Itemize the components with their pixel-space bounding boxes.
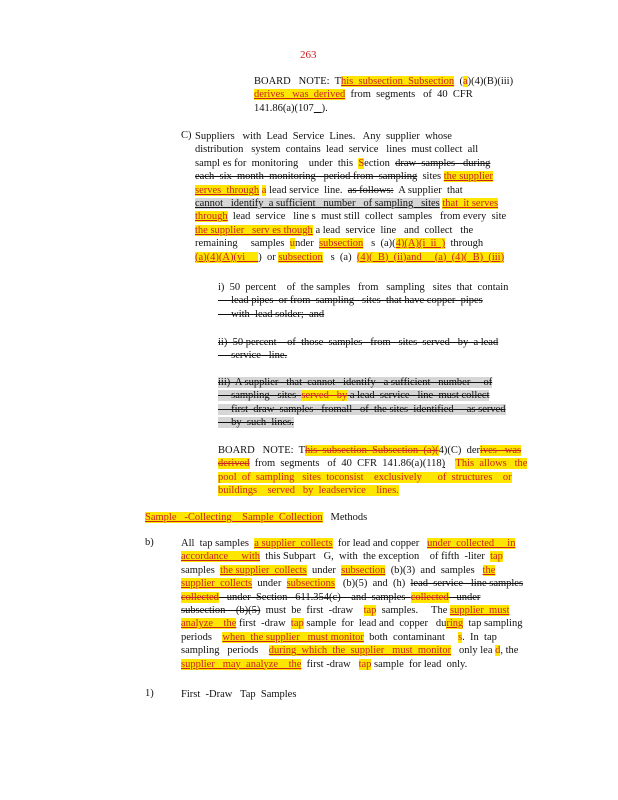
text-run: the [482,564,496,576]
para-c-line [195,224,506,237]
text-run: nder [295,238,319,250]
text-run: under [306,564,342,576]
text-run: both contaminant [363,631,459,643]
text-run: samples. The [376,604,450,616]
board-note-2-line [218,471,527,484]
text-run: sample for lead only. [371,658,476,670]
page-number: 263 [300,49,317,61]
text-run: collected [181,591,219,603]
item-iii [218,376,506,430]
text-run: supplier may analyze the [181,658,302,670]
text-run: as follows: [347,184,394,196]
para-1-line [181,564,523,577]
text-run: S [358,157,365,169]
para-c-line [195,130,506,143]
item-iii-line [218,389,506,402]
board-note-1-line [254,88,513,101]
text-run: his subsection Subsection [341,76,455,87]
item-i-line [218,281,508,294]
text-run: sites [417,171,444,183]
text-run: pool of sampling sites toconsist exclusively of structures or [218,471,512,483]
text-run: that it serves [442,197,499,209]
text-run: BOARD NOTE: T [218,445,306,456]
text-run: supplier must [449,604,510,616]
text-run: through [195,211,228,223]
text-run: service line. [218,350,288,362]
text-run: supplier collects [181,578,253,590]
text-run: each six month monitoring period from sampling [195,171,418,183]
text-run: serves through [195,184,260,196]
text-run: subsection [318,238,364,250]
para-1-body [181,537,523,671]
text-run: ) or [258,251,279,263]
text-run: Sample -Collecting Sample Collection [145,512,323,523]
text-run: s [458,631,463,643]
para-c-line [195,170,506,183]
text-run: draw samples during [395,157,491,169]
text-run: First -Draw Tap Samples [181,689,297,700]
text-run: his subsection Subsection (a)( [305,445,439,456]
text-run: ection [364,157,396,169]
text-run: sampling sites [218,390,302,402]
para-1-line [181,591,523,604]
text-run: distribution system contains lead service lines must collect all [195,144,479,156]
text-run: Suppliers with Lead Service Lines. Any supplier whose [195,131,452,142]
text-run: )(4)(B)(iii) [467,76,514,87]
text-run: subsection (b)(5) [181,604,261,616]
text-run: the supplier serv es though [195,224,313,236]
text-run: u [289,238,296,250]
para-c-body [195,130,506,264]
text-run: i) 50 percent of the samples from sampling sites that contain [218,282,509,293]
text-run: under collected in [427,538,516,549]
board-note-1-line [254,102,513,115]
text-run: subsections [286,578,335,590]
para-c-label: C) [181,130,192,141]
text-run: ( [454,76,463,87]
text-run: this Subpart G, with the exception of fifth -liter [260,551,491,563]
text-run: the supplier collects [220,564,307,576]
text-run: through [445,238,484,250]
text-run: a [462,76,468,87]
text-run: tap sampling [463,618,523,630]
text-run: from segments of 40 CFR 141.86(a)(118 [249,458,442,470]
text-run: tap [290,618,304,630]
text-run: a lead service line must collect [347,390,490,402]
text-run: must be first -draw [260,604,364,616]
para-c-line [195,251,506,264]
text-run: during which the supplier must monitor [268,645,452,657]
para-2-body [181,688,296,701]
section-b-line [145,511,367,524]
text-run: tap [490,551,503,563]
para-1-line [181,617,523,630]
para-c-line [195,197,506,210]
text-run: lead service line samples [410,578,524,590]
text-run: samples [181,564,221,576]
text-run: first -draw [301,658,359,670]
text-run: s (a) [322,251,357,263]
board-note-2-line [218,484,527,497]
text-run [445,458,455,469]
text-run: analyze the [181,618,237,630]
board-note-2 [218,444,527,498]
text-run: d [495,645,501,657]
text-run: with lead solder; and [218,308,325,320]
board-note-1-line [254,75,513,88]
board-note-2-line [218,457,527,470]
text-run: under Section 611.354(c) and samples [218,591,411,603]
para-1-line [181,644,523,657]
text-run: remaining samples [195,238,290,250]
para-c-line [195,157,506,170]
text-run: lead service line s must still collect samples from every site [227,211,507,223]
text-run: ) [441,458,446,470]
text-run: sampl es for monitoring under this [195,157,359,169]
text-run: when the supplier must monitor [222,631,364,643]
text-run: (b)(3) and samples [385,564,483,576]
item-i-line [218,308,508,321]
text-run: ring [446,618,464,630]
text-run: a [261,184,267,196]
text-run: . In tap [462,631,497,643]
text-run: 4)(C) der [438,445,480,456]
para-c-line [195,210,506,223]
item-ii-line [218,349,498,362]
text-run: subsection [341,564,386,576]
text-run: from segments of 40 CFR [345,89,473,101]
text-run: under [448,591,481,603]
text-run: collected [410,591,449,603]
text-run: BOARD NOTE: T [254,76,342,87]
para-c-line [195,143,506,156]
item-iii-line [218,403,506,416]
text-run: lead pipes or from sampling sites that have copper pipes [218,295,483,307]
text-run: ii) 50 percent of those samples from sites served by a lead [218,337,499,348]
text-run: for lead and copper [332,538,428,549]
item-ii [218,336,498,363]
text-run: iii) A supplier that cannot identify a sufficient number of [218,377,493,388]
text-run: subsection [278,251,323,263]
text-run: s (a)( [363,238,396,250]
para-1-line [181,604,523,617]
section-b-heading [145,511,367,524]
para-2-line [181,688,296,701]
text-run: derived [218,458,250,470]
text-run: tap [358,658,372,670]
text-run: by such lines. [218,417,294,429]
board-note-2-line [218,444,527,457]
text-run: sampling periods [181,645,269,657]
para-c-line [195,184,506,197]
text-run: a lead service line and collect the [312,224,474,236]
para-c-line [195,237,506,250]
item-iii-line [218,416,506,429]
text-run: A supplier that [393,184,463,196]
text-run: buildings served by leadservice lines. [218,485,399,497]
text-run: first draw samples fromall of the sites identified as served [218,403,506,415]
text-run: sample for lead and copper du [303,618,447,630]
item-iii-line [218,376,506,389]
text-run: accordance with [181,551,261,563]
text-run: under [252,578,287,590]
text-run: Methods [322,512,368,523]
text-run: a supplier collects [254,538,333,549]
text-run: All tap samples [181,538,255,549]
text-run: (b)(5) and (h) [335,578,411,590]
para-2-label: 1) [145,688,154,699]
para-1-line [181,537,523,550]
para-1-label: b) [145,537,154,548]
text-run: the supplier [443,171,494,183]
text-run: cannot identify a sufficient number of sampling sites [195,197,440,209]
item-i [218,281,508,321]
item-ii-line [218,336,498,349]
text-run: 141.86(a)(107 [254,102,314,114]
text-run: periods [181,631,223,643]
para-1-line [181,577,523,590]
text-run: , the [500,645,519,657]
text-run: ives was [479,445,522,456]
text-run: ). [321,102,328,114]
text-run: (a)(4)(A)(vi [195,251,259,263]
text-run [314,103,322,114]
text-run: This allows the [455,458,528,470]
text-run: lead service line. [266,184,348,196]
text-run: only lea [451,645,496,657]
text-run: (4)( B) (ii)and (a) (4)( B) (iii) [356,251,505,263]
item-i-line [218,294,508,307]
text-run: first -draw [236,618,291,630]
board-note-1 [254,75,513,115]
para-1-line [181,658,523,671]
para-1-line [181,631,523,644]
text-run: tap [363,604,377,616]
text-run: 4)(A)(i ii ) [395,238,446,250]
para-1-line [181,550,523,563]
text-run: served by [301,390,348,402]
text-run: derives was derived [254,89,346,101]
